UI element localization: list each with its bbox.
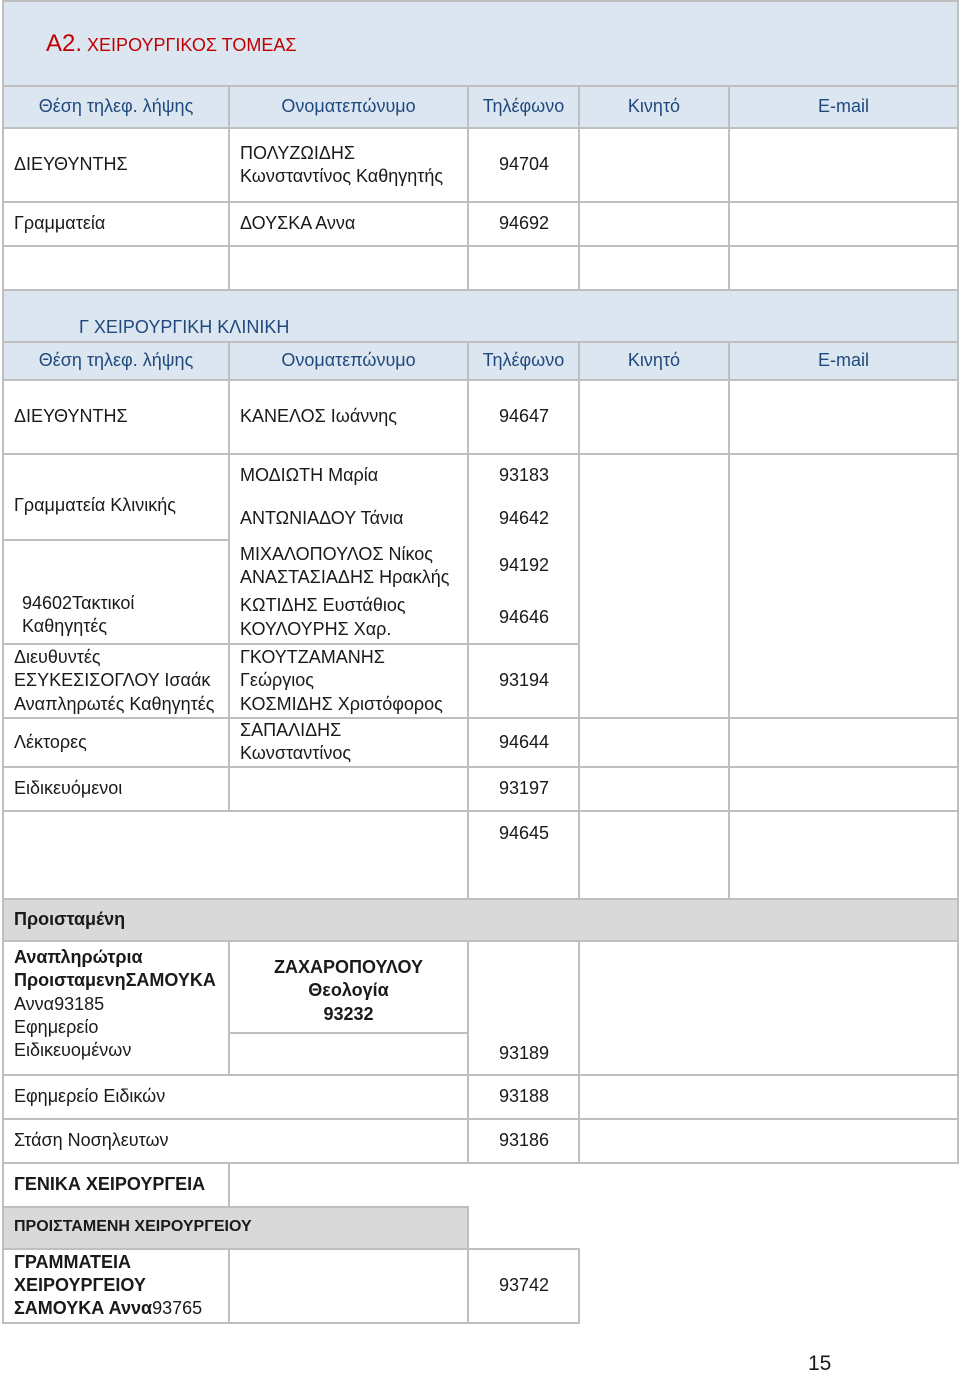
phone-cell: 94647: [468, 380, 579, 454]
col-header-email: E-mail: [729, 342, 958, 380]
role-cell: Λέκτορες: [3, 718, 229, 767]
section-title: [3, 1, 958, 86]
phone-cell: 94645: [468, 811, 579, 899]
name-cell: [229, 592, 468, 644]
phone-cell: 94644: [468, 718, 579, 767]
name-cell: ΣΑΠΑΛΙΔΗΣ Κωνσταντίνος: [229, 718, 468, 767]
name-cell: [229, 1033, 468, 1075]
role-line: ΧΕΙΡΟΥΡΓΕΙΟΥ: [14, 1275, 146, 1296]
col-header-position: Θέση τηλεφ. λήψης: [3, 342, 229, 380]
name-line: ΓΚΟΥΤΖΑΜΑΝΗΣ Γεώργιος: [240, 646, 385, 691]
phone-cell: 93186: [468, 1119, 579, 1163]
email-cell: [729, 128, 958, 202]
blank-cell: [468, 1207, 958, 1249]
email-cell: [729, 454, 958, 718]
or-title: ΓΕΝΙΚΑ ΧΕΙΡΟΥΡΓΕΙΑ: [3, 1163, 229, 1207]
email-cell: [729, 380, 958, 454]
phone-cell: 94642: [468, 497, 579, 540]
mobile-cell: [579, 718, 729, 767]
role-cell: [3, 540, 229, 644]
name-line: ΚΟΥΛΟΥΡΗΣ Χαρ.: [240, 618, 392, 639]
col-header-phone: Τηλέφωνο: [468, 342, 579, 380]
phone-cell: 94646: [468, 592, 579, 644]
phone-cell: 93197: [468, 767, 579, 811]
mobile-cell: [579, 202, 729, 246]
role-line: ΠροισταμενηΣΑΜΟΥΚΑ: [14, 970, 216, 991]
mobile-cell: [579, 454, 729, 718]
table-row: [3, 941, 958, 1033]
phone-cell: 94192: [468, 540, 579, 592]
col-header-mobile: Κινητό: [579, 86, 729, 128]
clinic-title: Γ ΧΕΙΡΟΥΡΓΙΚΗ ΚΛΙΝΙΚΗ: [3, 290, 958, 342]
blank-cell: [579, 1249, 958, 1323]
phone-cell: 93194: [468, 644, 579, 718]
role-line: Ειδικευομένων: [14, 1040, 132, 1061]
table-row: [3, 202, 958, 246]
name-cell: ΔΟΥΣΚΑ Αννα: [229, 202, 468, 246]
name-line: ΚΩΤΙΔΗΣ Ευστάθιος: [240, 595, 406, 616]
name-line: ΚΟΣΜΙΔΗΣ Χριστόφορος: [240, 693, 443, 714]
phone-cell: 94704: [468, 128, 579, 202]
role-line: Αναπληρωτές Καθηγητές: [14, 693, 215, 714]
mobile-cell: [579, 811, 729, 899]
col-header-name: Ονοματεπώνυμο: [229, 86, 468, 128]
phone-cell: 93189: [468, 1033, 579, 1075]
phone-cell: 93183: [468, 454, 579, 497]
mobile-cell: [579, 1033, 729, 1075]
phone-cell: 93188: [468, 1075, 579, 1119]
role-cell: ΔΙΕΥΘΥΝΤΗΣ: [3, 128, 229, 202]
mobile-cell: [579, 128, 729, 202]
table-row: [3, 1075, 958, 1119]
role-cell: [3, 1249, 229, 1323]
name-line: ΑΝΑΣΤΑΣΙΑΔΗΣ Ηρακλής: [240, 567, 450, 587]
role-cell: [3, 941, 229, 1075]
name-cell: [229, 811, 468, 899]
header-row: [3, 86, 958, 128]
or-band-row: [3, 1207, 958, 1249]
header-row: [3, 342, 958, 380]
page-number: 15: [808, 1352, 832, 1375]
directory-sheet: [2, 0, 957, 1324]
role-cell: Ειδικευόμενοι: [3, 767, 229, 811]
table-row: [3, 767, 958, 811]
name-line: Κωνσταντίνος Καθηγητής: [240, 166, 444, 186]
email-cell: [729, 1075, 958, 1119]
email-cell: [729, 767, 958, 811]
name-cell: [229, 1249, 468, 1323]
role-line: [14, 669, 218, 692]
table-row: [3, 1119, 958, 1163]
clinic-title-row: [3, 290, 958, 342]
col-header-email: E-mail: [729, 86, 958, 128]
role-line-bold: ΕΣΥΚΕΣΙΣΟΓΛΟΥ: [14, 670, 160, 691]
mobile-cell: [579, 1119, 729, 1163]
email-cell: [729, 1033, 958, 1075]
table-row: [3, 1163, 958, 1207]
section-title-row: [3, 1, 958, 86]
name-cell: [229, 941, 468, 1033]
nursing-band-row: [3, 899, 958, 941]
role-line-rest: Ισαάκ: [159, 670, 211, 691]
role-line-rest: 93765: [152, 1298, 203, 1319]
email-cell: [729, 1119, 958, 1163]
blank-cell: [229, 1163, 958, 1207]
mobile-cell: [579, 767, 729, 811]
role-cell: Στάση Νοσηλευτων: [3, 1119, 468, 1163]
mobile-cell: [579, 941, 729, 1033]
email-cell: [729, 718, 958, 767]
role-cell: [3, 644, 229, 718]
name-cell: ΜΟΔΙΩΤΗ Μαρία: [229, 454, 468, 497]
name-cell: [229, 128, 468, 202]
table-row-empty: [3, 246, 958, 290]
role-line: [14, 1297, 218, 1320]
role-cell: Γραμματεία: [3, 202, 229, 246]
table-row: [3, 454, 958, 497]
section-name: ΧΕΙΡΟΥΡΓΙΚΟΣ ΤΟΜΕΑΣ: [87, 34, 297, 55]
phone-cell: 93742: [468, 1249, 579, 1323]
mobile-cell: [579, 1075, 729, 1119]
table-row: [3, 718, 958, 767]
name-cell: ΚΑΝΕΛΟΣ Ιωάννης: [229, 380, 468, 454]
role-cell: Εφημερείο Ειδικών: [3, 1075, 468, 1119]
name-cell: [229, 767, 468, 811]
name-line: 93232: [323, 1003, 374, 1024]
role-line: Εφημερείο: [14, 1016, 99, 1037]
directory-table: [2, 0, 959, 1324]
or-head-label: ΠΡΟΙΣΤΑΜΕΝΗ ΧΕΙΡΟΥΡΓΕΙΟΥ: [3, 1207, 468, 1249]
role-line: Αννα93185: [14, 993, 105, 1014]
mobile-cell: [579, 380, 729, 454]
name-line: ΖΑΧΑΡΟΠΟΥΛΟΥ Θεολογία: [274, 956, 423, 1001]
role-line-bold: ΣΑΜΟΥΚΑ Αννα: [14, 1298, 153, 1319]
role-line: Διευθυντές: [14, 646, 101, 667]
name-line: ΠΟΛΥΖΩΙΔΗΣ: [240, 142, 355, 163]
col-header-phone: Τηλέφωνο: [468, 86, 579, 128]
role-cell: Γραμματεία Κλινικής: [3, 454, 229, 540]
section-code: Α2.: [46, 29, 83, 57]
table-row: [3, 811, 958, 899]
nursing-head-label: Προισταμένη: [3, 899, 958, 941]
email-cell: [729, 941, 958, 1033]
role-label: 94602Τακτικοί Καθηγητές: [22, 592, 135, 636]
table-row: [3, 380, 958, 454]
col-header-name: Ονοματεπώνυμο: [229, 342, 468, 380]
role-line: Αναπληρώτρια: [14, 946, 143, 967]
col-header-position: Θέση τηλεφ. λήψης: [3, 86, 229, 128]
name-cell: ΑΝΤΩΝΙΑΔΟΥ Τάνια: [229, 497, 468, 540]
phone-cell: 94692: [468, 202, 579, 246]
name-cell: [229, 540, 468, 592]
email-cell: [729, 202, 958, 246]
email-cell: [729, 811, 958, 899]
table-row: [3, 128, 958, 202]
phone-cell: [468, 941, 579, 1033]
role-line: ΓΡΑΜΜΑΤΕΙΑ: [14, 1251, 131, 1272]
role-cell: ΔΙΕΥΘΥΝΤΗΣ: [3, 380, 229, 454]
role-cell: [3, 811, 229, 899]
name-cell: [229, 644, 468, 718]
name-line: ΜΙΧΑΛΟΠΟΥΛΟΣ Νίκος: [240, 543, 433, 564]
col-header-mobile: Κινητό: [579, 342, 729, 380]
table-row: [3, 1249, 958, 1323]
